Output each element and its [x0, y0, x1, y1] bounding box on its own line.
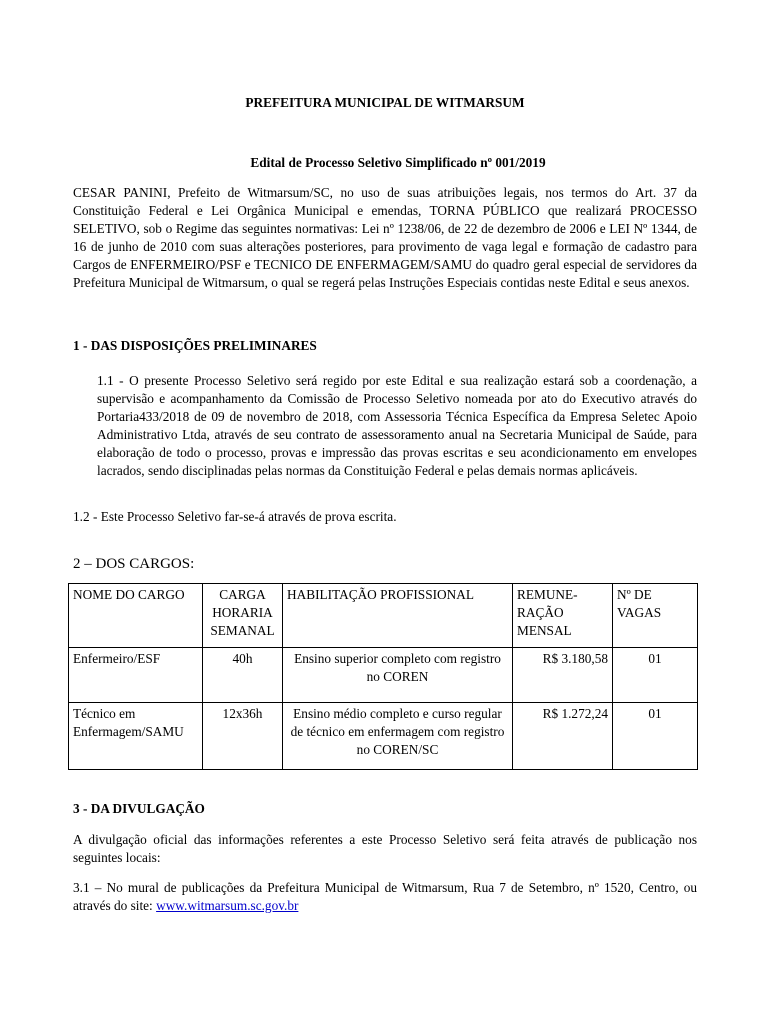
section-2-heading: 2 – DOS CARGOS:: [73, 556, 195, 572]
table-header-cell: REMUNE-RAÇÃO MENSAL: [513, 584, 613, 648]
table-cell: Ensino superior completo com registro no COREN: [283, 648, 513, 703]
table-cell: 12x36h: [203, 703, 283, 770]
table-header-cell: CARGA HORARIA SEMANAL: [203, 584, 283, 648]
intro-paragraph: CESAR PANINI, Prefeito de Witmarsum/SC, no uso de suas atribuições legais, nos termos do Art. 37 da Constituição Federal e Lei Orgânica Municipal e emendas, TORNA PÚBLICO que realizará PROCESSO SELETIVO, sob o Regime das seguintes normativas: Lei nº 1238/06, de 22 de dezembro de 2006 e LEI Nº 1344, de 16 de junho de 2010 com suas alterações posteriores, para provimento de vaga legal e formação de cadastro para Cargos de ENFERMEIRO/PSF e TECNICO DE ENFERMAGEM/SAMU do quadro geral especial de servidores da Prefeitura Municipal de Witmarsum, o qual se regerá pelas Instruções Especiais contidas neste Edital e seus anexos.: [73, 185, 697, 290]
section-1-heading: 1 - DAS DISPOSIÇÕES PRELIMINARES: [73, 338, 317, 353]
table-cell: 01: [613, 703, 698, 770]
table-row: [69, 703, 698, 770]
table-cell: R$ 1.272,24: [513, 703, 613, 770]
section-3-item-1: [73, 879, 697, 915]
table-cell: Técnico em Enfermagem/SAMU: [69, 703, 203, 770]
table-header-cell: HABILITAÇÃO PROFISSIONAL: [283, 584, 513, 648]
table-cell: Ensino médio completo e curso regular de técnico em enfermagem com registro no COREN/SC: [283, 703, 513, 770]
table-cell: 40h: [203, 648, 283, 703]
website-link[interactable]: www.witmarsum.sc.gov.br: [156, 898, 299, 913]
section-3-heading: 3 - DA DIVULGAÇÃO: [73, 801, 205, 816]
table-row: [69, 648, 698, 703]
document-subtitle: Edital de Processo Seletivo Simplificado nº 001/2019: [250, 155, 546, 170]
document-title: PREFEITURA MUNICIPAL DE WITMARSUM: [245, 95, 525, 110]
table-header-cell: Nº DE VAGAS: [613, 584, 698, 648]
table-header-cell: NOME DO CARGO: [69, 584, 203, 648]
section-3-item-1-text: 3.1 – No mural de publicações da Prefeitura Municipal de Witmarsum, Rua 7 de Setembro, nº 1520, Centro, ou através do site:: [73, 880, 697, 913]
section-1-item-2: 1.2 - Este Processo Seletivo far-se-á através de prova escrita.: [73, 509, 397, 524]
table-cell: Enfermeiro/ESF: [69, 648, 203, 703]
table-header-row: [69, 584, 698, 648]
cargos-table: [68, 583, 698, 770]
section-1-item-1: 1.1 - O presente Processo Seletivo será regido por este Edital e sua realização estará sob a coordenação, a supervisão e acompanhamento da Comissão de Processo Seletivo nomeada por ato do Executivo através do Portaria433/2018 de 09 de novembro de 2018, com Assessoria Técnica Específica da Empresa Seletec Apoio Administrativo Ltda, através de seu contrato de assessoramento anual na Secretaria Municipal de Saúde, para elaboração de todo o processo, provas e impressão das provas escritas e seu acondicionamento em envelopes lacrados, sendo disciplinadas pelas normas da Constituição Federal e pelas demais normas aplicáveis.: [97, 373, 697, 478]
section-3-paragraph: A divulgação oficial das informações referentes a este Processo Seletivo será feita através de publicação nos seguintes locais:: [73, 832, 697, 865]
table-cell: 01: [613, 648, 698, 703]
table-cell: R$ 3.180,58: [513, 648, 613, 703]
